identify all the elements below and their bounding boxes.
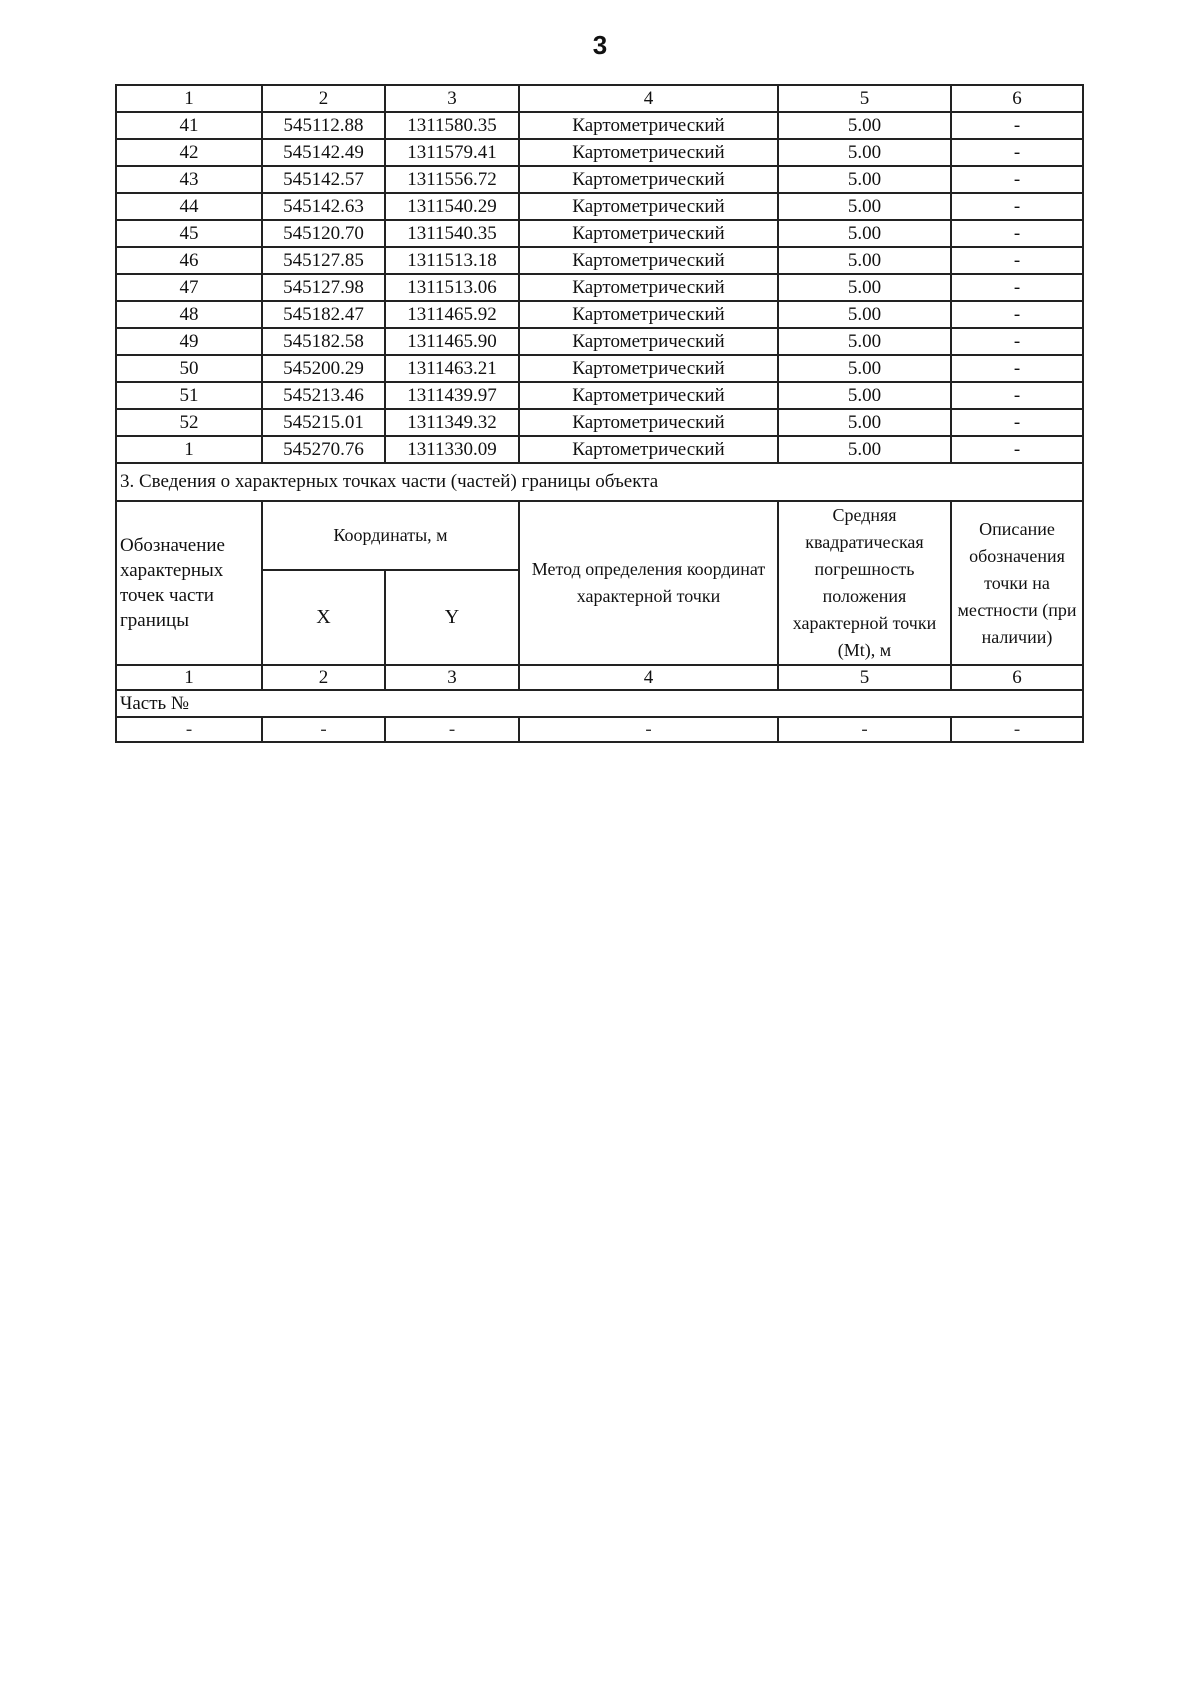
point-number-cell: 48: [116, 301, 262, 328]
method-cell: Картометрический: [519, 247, 778, 274]
description-cell: -: [951, 409, 1083, 436]
table-row: [116, 139, 1083, 166]
y-coordinate-cell: 1311330.09: [385, 436, 519, 463]
description-cell: -: [951, 328, 1083, 355]
header-x: X: [262, 570, 385, 665]
description-cell: -: [951, 112, 1083, 139]
table-row: [116, 193, 1083, 220]
header-designation: Обозначение характерных точек части границы: [116, 501, 262, 665]
description-cell: -: [951, 274, 1083, 301]
description-cell: -: [951, 139, 1083, 166]
mt-cell: 5.00: [778, 274, 951, 301]
description-cell: -: [951, 301, 1083, 328]
x-coordinate-cell: 545200.29: [262, 355, 385, 382]
point-number-cell: 51: [116, 382, 262, 409]
boundary-points-table: [115, 84, 1084, 743]
description-cell: -: [951, 436, 1083, 463]
point-number-cell: 45: [116, 220, 262, 247]
col-number: 4: [519, 665, 778, 690]
method-cell: Картометрический: [519, 220, 778, 247]
description-cell: -: [951, 247, 1083, 274]
col-number: 2: [262, 85, 385, 112]
empty-cell: -: [951, 717, 1083, 742]
description-cell: -: [951, 382, 1083, 409]
table-row: [116, 247, 1083, 274]
table-row: [116, 382, 1083, 409]
page-number: 3: [592, 30, 608, 60]
point-number-cell: 49: [116, 328, 262, 355]
table-row: [116, 436, 1083, 463]
mt-cell: 5.00: [778, 166, 951, 193]
col-number: 1: [116, 85, 262, 112]
mt-cell: 5.00: [778, 247, 951, 274]
col-number: 6: [951, 665, 1083, 690]
mt-cell: 5.00: [778, 436, 951, 463]
header-method: Метод определения координат характерной точки: [519, 501, 778, 665]
table-row: [116, 220, 1083, 247]
empty-cell: -: [519, 717, 778, 742]
point-number-cell: 43: [116, 166, 262, 193]
mt-cell: 5.00: [778, 220, 951, 247]
y-coordinate-cell: 1311556.72: [385, 166, 519, 193]
y-coordinate-cell: 1311540.29: [385, 193, 519, 220]
x-coordinate-cell: 545142.49: [262, 139, 385, 166]
y-coordinate-cell: 1311465.90: [385, 328, 519, 355]
x-coordinate-cell: 545182.47: [262, 301, 385, 328]
y-coordinate-cell: 1311465.92: [385, 301, 519, 328]
mt-cell: 5.00: [778, 409, 951, 436]
method-cell: Картометрический: [519, 166, 778, 193]
mt-cell: 5.00: [778, 301, 951, 328]
col-number: 5: [778, 665, 951, 690]
header-row: [116, 501, 1083, 570]
x-coordinate-cell: 545120.70: [262, 220, 385, 247]
point-number-cell: 1: [116, 436, 262, 463]
x-coordinate-cell: 545182.58: [262, 328, 385, 355]
method-cell: Картометрический: [519, 382, 778, 409]
description-cell: -: [951, 220, 1083, 247]
section-title: 3. Сведения о характерных точках части (частей) границы объекта: [116, 463, 1083, 501]
col-number: 5: [778, 85, 951, 112]
point-number-cell: 44: [116, 193, 262, 220]
description-cell: -: [951, 193, 1083, 220]
x-coordinate-cell: 545112.88: [262, 112, 385, 139]
mt-cell: 5.00: [778, 382, 951, 409]
table-row: [116, 328, 1083, 355]
col-number: 6: [951, 85, 1083, 112]
y-coordinate-cell: 1311439.97: [385, 382, 519, 409]
column-number-row: [116, 665, 1083, 690]
method-cell: Картометрический: [519, 193, 778, 220]
point-number-cell: 47: [116, 274, 262, 301]
table-row: [116, 409, 1083, 436]
point-number-cell: 41: [116, 112, 262, 139]
header-y: Y: [385, 570, 519, 665]
method-cell: Картометрический: [519, 139, 778, 166]
x-coordinate-cell: 545127.85: [262, 247, 385, 274]
table-row: [116, 112, 1083, 139]
method-cell: Картометрический: [519, 112, 778, 139]
part-label-row: [116, 690, 1083, 717]
mt-cell: 5.00: [778, 355, 951, 382]
header-description: Описание обозначения точки на местности (при наличии): [951, 501, 1083, 665]
x-coordinate-cell: 545213.46: [262, 382, 385, 409]
y-coordinate-cell: 1311540.35: [385, 220, 519, 247]
col-number: 3: [385, 665, 519, 690]
mt-cell: 5.00: [778, 139, 951, 166]
y-coordinate-cell: 1311580.35: [385, 112, 519, 139]
part-label: Часть №: [116, 690, 1083, 717]
method-cell: Картометрический: [519, 436, 778, 463]
point-number-cell: 42: [116, 139, 262, 166]
method-cell: Картометрический: [519, 301, 778, 328]
y-coordinate-cell: 1311513.06: [385, 274, 519, 301]
point-number-cell: 46: [116, 247, 262, 274]
empty-cell: -: [385, 717, 519, 742]
col-number: 2: [262, 665, 385, 690]
description-cell: -: [951, 166, 1083, 193]
empty-cell: -: [778, 717, 951, 742]
x-coordinate-cell: 545215.01: [262, 409, 385, 436]
y-coordinate-cell: 1311579.41: [385, 139, 519, 166]
x-coordinate-cell: 545270.76: [262, 436, 385, 463]
point-number-cell: 52: [116, 409, 262, 436]
description-cell: -: [951, 355, 1083, 382]
table-row: [116, 301, 1083, 328]
header-mt: Средняя квадратическая погрешность положения характерной точки (Mt), м: [778, 501, 951, 665]
empty-cell: -: [262, 717, 385, 742]
header-coordinates: Координаты, м: [262, 501, 519, 570]
mt-cell: 5.00: [778, 112, 951, 139]
mt-cell: 5.00: [778, 193, 951, 220]
mt-cell: 5.00: [778, 328, 951, 355]
method-cell: Картометрический: [519, 409, 778, 436]
method-cell: Картометрический: [519, 328, 778, 355]
col-number: 1: [116, 665, 262, 690]
table-row: [116, 355, 1083, 382]
method-cell: Картометрический: [519, 355, 778, 382]
x-coordinate-cell: 545142.63: [262, 193, 385, 220]
y-coordinate-cell: 1311513.18: [385, 247, 519, 274]
y-coordinate-cell: 1311463.21: [385, 355, 519, 382]
point-number-cell: 50: [116, 355, 262, 382]
col-number: 4: [519, 85, 778, 112]
table-row: [116, 717, 1083, 742]
y-coordinate-cell: 1311349.32: [385, 409, 519, 436]
x-coordinate-cell: 545142.57: [262, 166, 385, 193]
col-number: 3: [385, 85, 519, 112]
method-cell: Картометрический: [519, 274, 778, 301]
x-coordinate-cell: 545127.98: [262, 274, 385, 301]
section-title-row: [116, 463, 1083, 501]
column-number-row: [116, 85, 1083, 112]
table-row: [116, 166, 1083, 193]
empty-cell: -: [116, 717, 262, 742]
table-row: [116, 274, 1083, 301]
